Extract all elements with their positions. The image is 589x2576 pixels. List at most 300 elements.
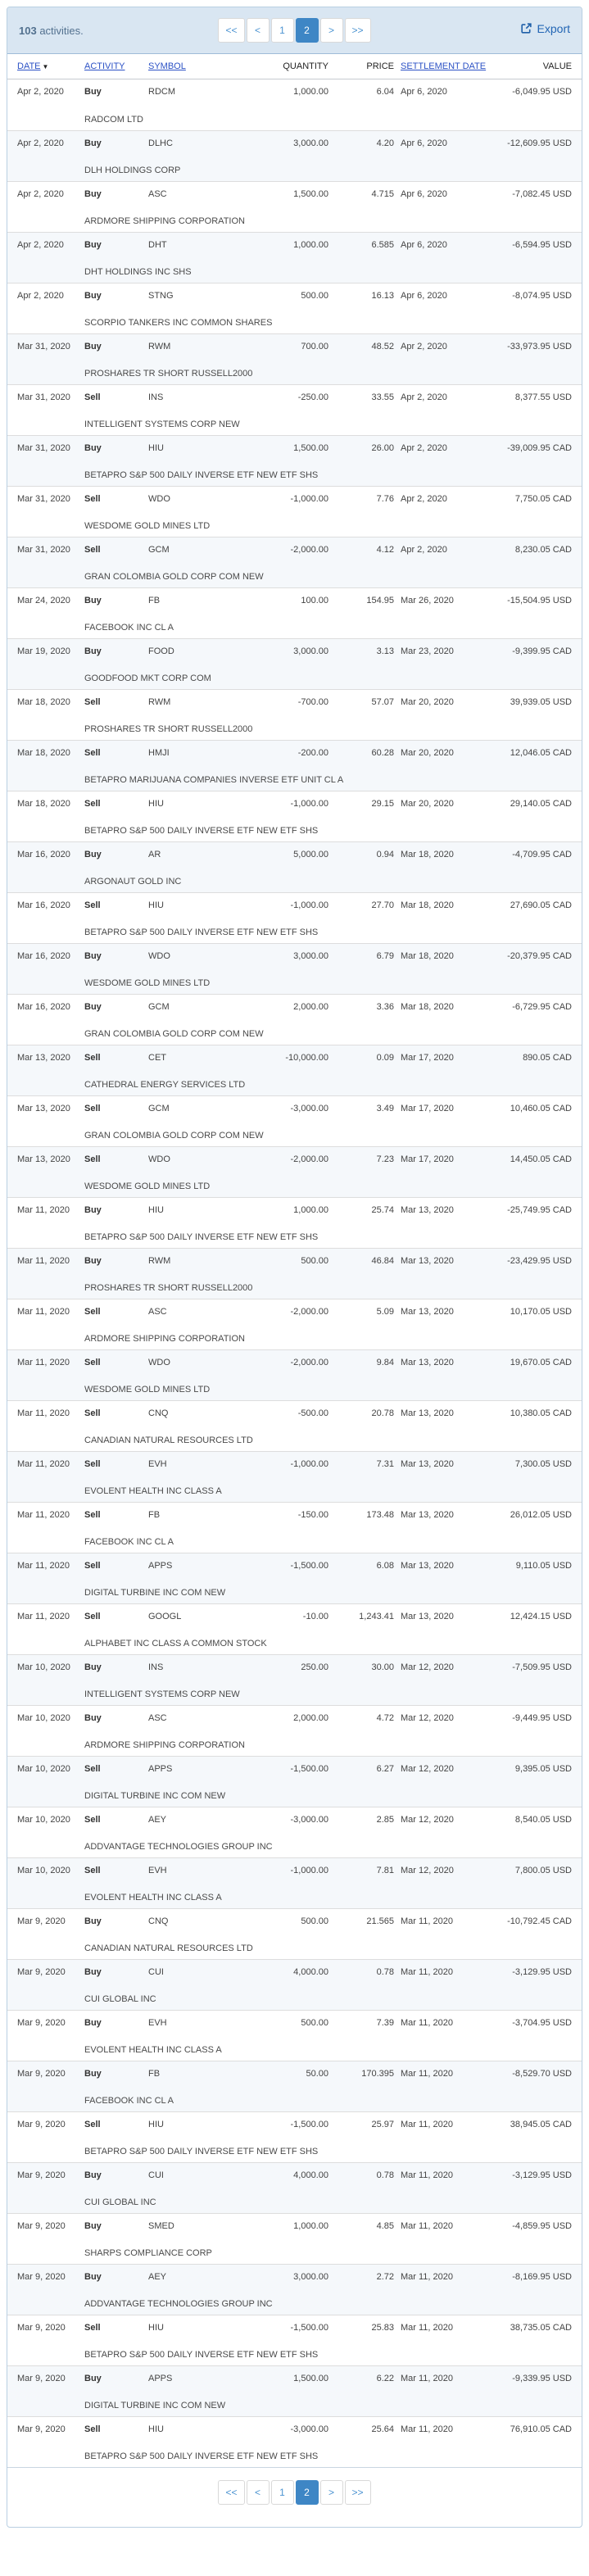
company-name: BETAPRO S&P 500 DAILY INVERSE ETF NEW ETF SHS <box>84 470 319 480</box>
price-cell: 48.52 <box>371 342 394 351</box>
table-row <box>7 1451 582 1502</box>
company-name: INTELLIGENT SYSTEMS CORP NEW <box>84 1689 240 1699</box>
quantity-cell: -250.00 <box>297 392 328 402</box>
symbol-cell: EVH <box>148 1866 167 1875</box>
table-row <box>7 1045 582 1095</box>
table-row <box>7 181 582 232</box>
table-row <box>7 486 582 537</box>
value-cell: 12,424.15 USD <box>510 1612 572 1621</box>
value-cell: -3,129.95 USD <box>512 1967 572 1977</box>
symbol-cell: FB <box>148 596 161 605</box>
date-cell: Mar 10, 2020 <box>17 1764 70 1774</box>
pagination-first-button[interactable]: << <box>218 2480 244 2505</box>
pagination-next-button[interactable]: > <box>320 18 343 43</box>
symbol-cell: CUI <box>148 2170 164 2180</box>
quantity-cell: 1,500.00 <box>293 2374 328 2383</box>
company-name: WESDOME GOLD MINES LTD <box>84 521 211 531</box>
activity-cell: Sell <box>84 1154 101 1164</box>
price-cell: 27.70 <box>371 900 394 910</box>
quantity-cell: 3,000.00 <box>293 646 328 656</box>
settlement-date-cell: Mar 11, 2020 <box>401 2424 454 2434</box>
company-name: DLH HOLDINGS CORP <box>84 166 181 175</box>
date-cell: Mar 10, 2020 <box>17 1662 70 1672</box>
date-cell: Mar 9, 2020 <box>17 2018 66 2028</box>
value-cell: 7,750.05 CAD <box>514 494 572 504</box>
company-name: CUI GLOBAL INC <box>84 1994 156 2004</box>
activity-cell: Sell <box>84 748 101 758</box>
value-cell: 8,540.05 USD <box>514 1815 572 1825</box>
price-cell: 4.72 <box>376 1713 394 1723</box>
symbol-cell: HIU <box>148 2424 164 2434</box>
date-cell: Mar 10, 2020 <box>17 1815 70 1825</box>
activity-cell: Sell <box>84 697 101 707</box>
date-cell: Mar 11, 2020 <box>17 1205 70 1215</box>
quantity-cell: 3,000.00 <box>293 2272 328 2282</box>
date-cell: Mar 10, 2020 <box>17 1866 70 1875</box>
price-cell: 30.00 <box>371 1662 394 1672</box>
settlement-date-cell: Mar 17, 2020 <box>401 1053 454 1063</box>
price-cell: 1,243.41 <box>359 1612 394 1621</box>
value-cell: -4,709.95 CAD <box>512 850 572 859</box>
settlement-date-cell: Mar 12, 2020 <box>401 1764 454 1774</box>
table-row <box>7 791 582 841</box>
price-cell: 7.81 <box>376 1866 394 1875</box>
company-name: WESDOME GOLD MINES LTD <box>84 1181 211 1191</box>
value-cell: 38,945.05 CAD <box>510 2120 572 2129</box>
company-name: EVOLENT HEALTH INC CLASS A <box>84 1893 222 1903</box>
price-cell: 26.00 <box>371 443 394 453</box>
company-name: WESDOME GOLD MINES LTD <box>84 978 211 988</box>
date-cell: Mar 11, 2020 <box>17 1459 70 1469</box>
table-row <box>7 537 582 587</box>
activities-count <box>19 25 218 37</box>
symbol-cell: WDO <box>148 1358 170 1367</box>
company-name: BETAPRO S&P 500 DAILY INVERSE ETF NEW ETF SHS <box>84 2451 319 2461</box>
settlement-date-cell: Mar 11, 2020 <box>401 2323 454 2333</box>
table-row <box>7 1807 582 1857</box>
settlement-date-cell: Mar 20, 2020 <box>401 697 454 707</box>
activity-cell: Sell <box>84 392 101 402</box>
pagination-prev-button[interactable]: < <box>247 2480 270 2505</box>
settlement-date-cell: Mar 18, 2020 <box>401 951 454 961</box>
quantity-cell: 1,000.00 <box>293 240 328 250</box>
activity-cell: Buy <box>84 87 102 97</box>
symbol-cell: APPS <box>148 1561 173 1571</box>
activity-cell: Sell <box>84 545 101 555</box>
activity-cell: Sell <box>84 1764 101 1774</box>
table-row <box>7 2111 582 2162</box>
company-name: SCORPIO TANKERS INC COMMON SHARES <box>84 318 273 328</box>
value-cell: -15,504.95 USD <box>507 596 572 605</box>
symbol-cell: RWM <box>148 1256 171 1266</box>
date-cell: Mar 16, 2020 <box>17 900 70 910</box>
date-cell: Mar 31, 2020 <box>17 443 70 453</box>
settlement-date-cell: Mar 13, 2020 <box>401 1205 454 1215</box>
price-cell: 4.85 <box>376 2221 394 2231</box>
company-name: BETAPRO MARIJUANA COMPANIES INVERSE ETF UNIT CL A <box>84 775 344 785</box>
value-cell: -9,339.95 USD <box>512 2374 572 2383</box>
quantity-cell: 250.00 <box>301 1662 328 1672</box>
activity-cell: Buy <box>84 1205 102 1215</box>
price-cell: 2.72 <box>376 2272 394 2282</box>
price-cell: 29.15 <box>371 799 394 809</box>
value-cell: -6,049.95 USD <box>512 87 572 97</box>
activity-cell: Sell <box>84 2120 101 2129</box>
table-row <box>7 435 582 486</box>
activity-cell: Buy <box>84 2018 102 2028</box>
symbol-cell: DHT <box>148 240 167 250</box>
price-cell: 6.27 <box>376 1764 394 1774</box>
company-name: CUI GLOBAL INC <box>84 2197 156 2207</box>
activity-cell: Sell <box>84 494 101 504</box>
date-cell: Mar 31, 2020 <box>17 342 70 351</box>
settlement-date-cell: Mar 12, 2020 <box>401 1815 454 1825</box>
value-cell: -25,749.95 CAD <box>507 1205 572 1215</box>
table-row <box>7 1299 582 1349</box>
pagination-next-button[interactable]: > <box>320 2480 343 2505</box>
activity-cell: Buy <box>84 1256 102 1266</box>
date-cell: Mar 9, 2020 <box>17 2120 66 2129</box>
column-header-symbol <box>148 61 247 71</box>
transactions <box>7 79 582 2467</box>
value-cell: -20,379.95 CAD <box>507 951 572 961</box>
date-cell: Mar 11, 2020 <box>17 1307 70 1317</box>
activities-count-label: activities. <box>36 24 84 37</box>
date-cell: Mar 9, 2020 <box>17 2170 66 2180</box>
symbol-cell: HIU <box>148 2120 164 2129</box>
settlement-date-cell: Mar 11, 2020 <box>401 2374 454 2383</box>
table-row <box>7 2264 582 2315</box>
quantity-cell: -1,500.00 <box>290 1561 328 1571</box>
price-cell: 6.04 <box>376 87 394 97</box>
price-cell: 173.48 <box>366 1510 394 1520</box>
table-row <box>7 587 582 638</box>
value-cell: 8,377.55 USD <box>514 392 572 402</box>
table-row <box>7 841 582 892</box>
date-cell: Apr 2, 2020 <box>17 291 64 301</box>
quantity-cell: -1,000.00 <box>290 900 328 910</box>
price-cell: 4.715 <box>371 189 394 199</box>
value-cell: 26,012.05 USD <box>510 1510 572 1520</box>
value-cell: -4,859.95 USD <box>512 2221 572 2231</box>
table-row <box>7 2010 582 2061</box>
value-cell: 9,395.05 USD <box>514 1764 572 1774</box>
activity-cell: Sell <box>84 1510 101 1520</box>
activity-cell: Buy <box>84 1002 102 1012</box>
quantity-cell: -1,500.00 <box>290 2120 328 2129</box>
quantity-cell: 1,000.00 <box>293 1205 328 1215</box>
date-cell: Mar 11, 2020 <box>17 1256 70 1266</box>
symbol-cell: CET <box>148 1053 166 1063</box>
value-cell: -8,074.95 USD <box>512 291 572 301</box>
price-cell: 3.36 <box>376 1002 394 1012</box>
activity-cell: Sell <box>84 2323 101 2333</box>
company-name: GRAN COLOMBIA GOLD CORP COM NEW <box>84 572 264 582</box>
settlement-date-cell: Mar 20, 2020 <box>401 799 454 809</box>
value-cell: -3,704.95 USD <box>512 2018 572 2028</box>
activity-cell: Buy <box>84 2374 102 2383</box>
settlement-date-cell: Mar 23, 2020 <box>401 646 454 656</box>
activity-cell: Sell <box>84 1408 101 1418</box>
sort-by-date-link[interactable]: DATE <box>17 61 41 71</box>
settlement-date-cell: Mar 13, 2020 <box>401 1510 454 1520</box>
quantity-cell: 100.00 <box>301 596 328 605</box>
company-name: ARDMORE SHIPPING CORPORATION <box>84 1740 245 1750</box>
column-header-value: VALUE <box>542 61 572 71</box>
symbol-cell: FB <box>148 1510 161 1520</box>
company-name: DHT HOLDINGS INC SHS <box>84 267 192 277</box>
date-cell: Mar 13, 2020 <box>17 1104 70 1113</box>
price-cell: 20.78 <box>371 1408 394 1418</box>
settlement-date-cell: Mar 12, 2020 <box>401 1866 454 1875</box>
activity-cell: Sell <box>84 799 101 809</box>
settlement-date-cell: Apr 2, 2020 <box>401 545 447 555</box>
company-name: CANADIAN NATURAL RESOURCES LTD <box>84 1943 253 1953</box>
activities-toolbar <box>7 7 582 54</box>
price-cell: 0.94 <box>376 850 394 859</box>
sort-by-symbol-link[interactable]: SYMBOL <box>148 61 186 71</box>
activity-cell: Buy <box>84 1916 102 1926</box>
quantity-cell: -200.00 <box>297 748 328 758</box>
symbol-cell: FOOD <box>148 646 174 656</box>
value-cell: 8,230.05 CAD <box>514 545 572 555</box>
date-cell: Mar 11, 2020 <box>17 1510 70 1520</box>
date-cell: Apr 2, 2020 <box>17 189 64 199</box>
company-name: FACEBOOK INC CL A <box>84 623 174 633</box>
settlement-date-cell: Mar 11, 2020 <box>401 2018 454 2028</box>
table-row <box>7 1553 582 1603</box>
activities-panel <box>7 7 582 2528</box>
price-cell: 2.85 <box>376 1815 394 1825</box>
date-cell: Mar 9, 2020 <box>17 2069 66 2079</box>
sort-by-settlement-date-link[interactable]: SETTLEMENT DATE <box>401 61 487 71</box>
date-cell: Mar 13, 2020 <box>17 1053 70 1063</box>
company-name: SHARPS COMPLIANCE CORP <box>84 2248 212 2258</box>
quantity-cell: 4,000.00 <box>293 2170 328 2180</box>
value-cell: 39,939.05 USD <box>510 697 572 707</box>
table-row <box>7 1857 582 1908</box>
date-cell: Apr 2, 2020 <box>17 138 64 148</box>
activity-cell: Buy <box>84 850 102 859</box>
value-cell: -7,082.45 USD <box>512 189 572 199</box>
quantity-cell: -10,000.00 <box>285 1053 328 1063</box>
value-cell: 29,140.05 CAD <box>510 799 572 809</box>
activity-cell: Buy <box>84 240 102 250</box>
company-name: PROSHARES TR SHORT RUSSELL2000 <box>84 1283 253 1293</box>
value-cell: 890.05 CAD <box>523 1053 572 1063</box>
pagination-page-2-button[interactable]: 2 <box>296 18 319 43</box>
symbol-cell: ASC <box>148 1713 167 1723</box>
company-name: BETAPRO S&P 500 DAILY INVERSE ETF NEW ETF SHS <box>84 2350 319 2360</box>
activity-cell: Sell <box>84 1459 101 1469</box>
table-row <box>7 638 582 689</box>
activity-cell: Buy <box>84 646 102 656</box>
symbol-cell: ASC <box>148 1307 167 1317</box>
settlement-date-cell: Mar 11, 2020 <box>401 2120 454 2129</box>
table-row <box>7 1197 582 1248</box>
value-cell: -39,009.95 CAD <box>507 443 572 453</box>
activity-cell: Sell <box>84 1561 101 1571</box>
price-cell: 7.23 <box>376 1154 394 1164</box>
table-row <box>7 1603 582 1654</box>
pagination-last-button[interactable]: >> <box>345 2480 371 2505</box>
price-cell: 9.84 <box>376 1358 394 1367</box>
value-cell: 38,735.05 CAD <box>510 2323 572 2333</box>
value-cell: -23,429.95 USD <box>507 1256 572 1266</box>
quantity-cell: 1,500.00 <box>293 189 328 199</box>
company-name: DIGITAL TURBINE INC COM NEW <box>84 1588 226 1598</box>
activity-cell: Buy <box>84 596 102 605</box>
table-row <box>7 2365 582 2416</box>
value-cell: -8,169.95 USD <box>512 2272 572 2282</box>
value-cell: -9,449.95 USD <box>512 1713 572 1723</box>
company-name: FACEBOOK INC CL A <box>84 1537 174 1547</box>
export-label: Export <box>537 21 570 35</box>
symbol-cell: ASC <box>148 189 167 199</box>
date-cell: Apr 2, 2020 <box>17 240 64 250</box>
price-cell: 6.585 <box>371 240 394 250</box>
quantity-cell: 1,500.00 <box>293 443 328 453</box>
table-row <box>7 1756 582 1807</box>
company-name: GOODFOOD MKT CORP COM <box>84 673 211 683</box>
price-cell: 16.13 <box>371 291 394 301</box>
value-cell: 19,670.05 CAD <box>510 1358 572 1367</box>
quantity-cell: 4,000.00 <box>293 1967 328 1977</box>
table-row <box>7 79 582 130</box>
pagination-page-1-button[interactable]: 1 <box>271 18 294 43</box>
company-name: GRAN COLOMBIA GOLD CORP COM NEW <box>84 1131 264 1141</box>
value-cell: -33,973.95 USD <box>507 342 572 351</box>
settlement-date-cell: Apr 2, 2020 <box>401 443 447 453</box>
activity-cell: Buy <box>84 291 102 301</box>
date-cell: Mar 18, 2020 <box>17 748 70 758</box>
company-name: RADCOM LTD <box>84 115 143 125</box>
symbol-cell: HIU <box>148 2323 164 2333</box>
settlement-date-cell: Mar 11, 2020 <box>401 2221 454 2231</box>
pagination-first-button[interactable]: << <box>218 18 244 43</box>
table-row <box>7 1502 582 1553</box>
price-cell: 25.74 <box>371 1205 394 1215</box>
price-cell: 21.565 <box>366 1916 394 1926</box>
symbol-cell: CUI <box>148 1967 164 1977</box>
date-cell: Mar 24, 2020 <box>17 596 70 605</box>
quantity-cell: -700.00 <box>297 697 328 707</box>
table-row <box>7 1400 582 1451</box>
export-button[interactable] <box>520 22 570 35</box>
settlement-date-cell: Apr 6, 2020 <box>401 240 447 250</box>
quantity-cell: 50.00 <box>306 2069 328 2079</box>
company-name: CANADIAN NATURAL RESOURCES LTD <box>84 1435 253 1445</box>
quantity-cell: -2,000.00 <box>290 545 328 555</box>
symbol-cell: STNG <box>148 291 174 301</box>
quantity-cell: -2,000.00 <box>290 1358 328 1367</box>
activity-cell: Buy <box>84 951 102 961</box>
quantity-cell: 1,000.00 <box>293 2221 328 2231</box>
quantity-cell: -1,000.00 <box>290 1459 328 1469</box>
settlement-date-cell: Mar 13, 2020 <box>401 1358 454 1367</box>
date-cell: Apr 2, 2020 <box>17 87 64 97</box>
value-cell: 10,380.05 CAD <box>510 1408 572 1418</box>
quantity-cell: -500.00 <box>297 1408 328 1418</box>
export-icon <box>520 22 532 34</box>
table-row <box>7 384 582 435</box>
symbol-cell: APPS <box>148 1764 173 1774</box>
price-cell: 6.79 <box>376 951 394 961</box>
settlement-date-cell: Mar 11, 2020 <box>401 2170 454 2180</box>
symbol-cell: DLHC <box>148 138 173 148</box>
quantity-cell: 5,000.00 <box>293 850 328 859</box>
activity-cell: Buy <box>84 2069 102 2079</box>
pagination-page-2-button[interactable]: 2 <box>296 2480 319 2505</box>
quantity-cell: 500.00 <box>301 1916 328 1926</box>
table-row <box>7 1146 582 1197</box>
quantity-cell: -10.00 <box>302 1612 328 1621</box>
settlement-date-cell: Mar 18, 2020 <box>401 850 454 859</box>
quantity-cell: 1,000.00 <box>293 87 328 97</box>
settlement-date-cell: Mar 18, 2020 <box>401 900 454 910</box>
company-name: GRAN COLOMBIA GOLD CORP COM NEW <box>84 1029 264 1039</box>
column-header-settlement-date <box>394 61 504 71</box>
symbol-cell: WDO <box>148 951 170 961</box>
value-cell: 14,450.05 CAD <box>510 1154 572 1164</box>
quantity-cell: -3,000.00 <box>290 1104 328 1113</box>
settlement-date-cell: Mar 12, 2020 <box>401 1713 454 1723</box>
value-cell: 27,690.05 CAD <box>510 900 572 910</box>
date-cell: Mar 9, 2020 <box>17 2374 66 2383</box>
settlement-date-cell: Mar 20, 2020 <box>401 748 454 758</box>
company-name: BETAPRO S&P 500 DAILY INVERSE ETF NEW ETF SHS <box>84 826 319 836</box>
company-name: EVOLENT HEALTH INC CLASS A <box>84 2045 222 2055</box>
symbol-cell: INS <box>148 392 164 402</box>
pagination-last-button[interactable]: >> <box>345 18 371 43</box>
price-cell: 57.07 <box>371 697 394 707</box>
date-cell: Mar 13, 2020 <box>17 1154 70 1164</box>
activity-cell: Buy <box>84 443 102 453</box>
price-cell: 6.22 <box>376 2374 394 2383</box>
quantity-cell: 500.00 <box>301 1256 328 1266</box>
date-cell: Mar 16, 2020 <box>17 1002 70 1012</box>
activity-cell: Buy <box>84 1713 102 1723</box>
table-row <box>7 232 582 283</box>
value-cell: 7,800.05 USD <box>514 1866 572 1875</box>
company-name: INTELLIGENT SYSTEMS CORP NEW <box>84 420 240 429</box>
table-row <box>7 689 582 740</box>
pagination-page-1-button[interactable]: 1 <box>271 2480 294 2505</box>
symbol-cell: WDO <box>148 1154 170 1164</box>
symbol-cell: EVH <box>148 1459 167 1469</box>
value-cell: 12,046.05 CAD <box>510 748 572 758</box>
settlement-date-cell: Mar 18, 2020 <box>401 1002 454 1012</box>
date-cell: Mar 18, 2020 <box>17 799 70 809</box>
table-row <box>7 1705 582 1756</box>
company-name: BETAPRO S&P 500 DAILY INVERSE ETF NEW ETF SHS <box>84 927 319 937</box>
pagination-prev-button[interactable]: < <box>247 18 270 43</box>
table-row <box>7 1349 582 1400</box>
sort-by-activity-link[interactable]: ACTIVITY <box>84 61 125 71</box>
settlement-date-cell: Mar 13, 2020 <box>401 1256 454 1266</box>
symbol-cell: AEY <box>148 1815 167 1825</box>
symbol-cell: GOOGL <box>148 1612 182 1621</box>
settlement-date-cell: Mar 17, 2020 <box>401 1154 454 1164</box>
settlement-date-cell: Mar 13, 2020 <box>401 1612 454 1621</box>
table-row <box>7 2315 582 2365</box>
settlement-date-cell: Mar 17, 2020 <box>401 1104 454 1113</box>
price-cell: 0.09 <box>376 1053 394 1063</box>
settlement-date-cell: Apr 6, 2020 <box>401 138 447 148</box>
company-name: ALPHABET INC CLASS A COMMON STOCK <box>84 1639 267 1649</box>
table-row <box>7 2162 582 2213</box>
table-row <box>7 2416 582 2467</box>
